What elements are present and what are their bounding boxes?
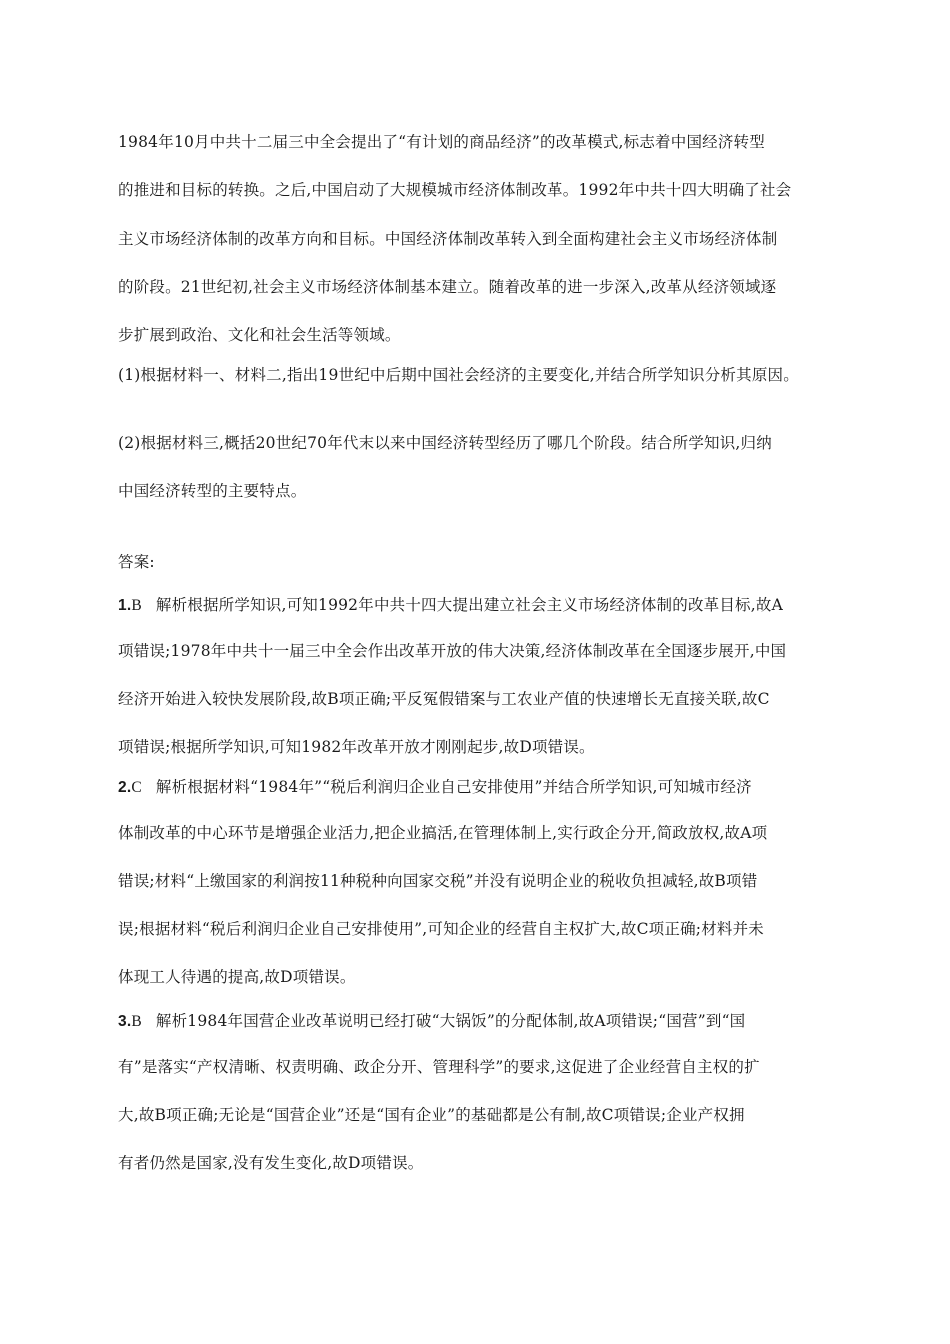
answer-1-line: 项错误;1978年中共十一届三中全会作出改革开放的伟大决策,经济体制改革在全国逐步展开,中国	[118, 642, 787, 660]
answer-2-line: 误;根据材料“税后利润归企业自己安排使用”,可知企业的经营自主权扩大,故C项正确;材料并未	[118, 920, 765, 938]
answer-2-line: 体制改革的中心环节是增强企业活力,把企业搞活,在管理体制上,实行政企分开,简政放权,故A项	[118, 824, 768, 842]
answer-3-line: 大,故B项正确;无论是“国营企业”还是“国有企业”的基础都是公有制,故C项错误;企业产权拥	[118, 1106, 745, 1124]
answer-number: 1.	[118, 597, 132, 614]
material-line: 的阶段。21世纪初,社会主义市场经济体制基本建立。随着改革的进一步深入,改革从经济领域逐	[118, 278, 777, 296]
answer-option: B	[131, 597, 142, 614]
answer-number: 3.	[118, 1013, 132, 1030]
material-line: 主义市场经济体制的改革方向和目标。中国经济体制改革转入到全面构建社会主义市场经济体制	[118, 230, 778, 248]
question-2-line: 中国经济转型的主要特点。	[118, 482, 307, 500]
answer-text: 解析1984年国营企业改革说明已经打破“大锅饭”的分配体制,故A项错误;“国营”到“国	[155, 1012, 746, 1030]
answer-3-first-line	[118, 1011, 745, 1032]
answer-2-line: 体现工人待遇的提高,故D项错误。	[118, 968, 356, 986]
answer-option: C	[131, 779, 142, 796]
answer-3-line: 有者仍然是国家,没有发生变化,故D项错误。	[118, 1154, 424, 1172]
answer-text: 解析根据所学知识,可知1992年中共十四大提出建立社会主义市场经济体制的改革目标,故A	[155, 596, 783, 614]
material-line: 步扩展到政治、文化和社会生活等领域。	[118, 326, 401, 344]
question-2-line: (2)根据材料三,概括20世纪70年代末以来中国经济转型经历了哪几个阶段。结合所学知识,归纳	[118, 434, 772, 452]
answer-2-first-line	[118, 777, 752, 798]
material-line: 的推进和目标的转换。之后,中国启动了大规模城市经济体制改革。1992年中共十四大明确了社会	[118, 181, 792, 199]
answer-1-first-line	[118, 595, 783, 616]
material-line: 1984年10月中共十二届三中全会提出了“有计划的商品经济”的改革模式,标志着中国经济转型	[118, 133, 765, 151]
answer-option: B	[131, 1013, 142, 1030]
answer-1-line: 项错误;根据所学知识,可知1982年改革开放才刚刚起步,故D项错误。	[118, 738, 595, 756]
answer-3-line: 有”是落实“产权清晰、权责明确、政企分开、管理科学”的要求,这促进了企业经营自主权的扩	[118, 1058, 760, 1076]
answer-2-line: 错误;材料“上缴国家的利润按11种税种向国家交税”并没有说明企业的税收负担减轻,故B项错	[118, 872, 758, 890]
answer-number: 2.	[118, 779, 132, 796]
answers-heading: 答案:	[118, 553, 155, 571]
answer-text: 解析根据材料“1984年”“税后利润归企业自己安排使用”并结合所学知识,可知城市经济	[155, 778, 752, 796]
answer-1-line: 经济开始进入较快发展阶段,故B项正确;平反冤假错案与工农业产值的快速增长无直接关联,故C	[118, 690, 770, 708]
question-1: (1)根据材料一、材料二,指出19世纪中后期中国社会经济的主要变化,并结合所学知识分析其原因。	[118, 366, 799, 384]
